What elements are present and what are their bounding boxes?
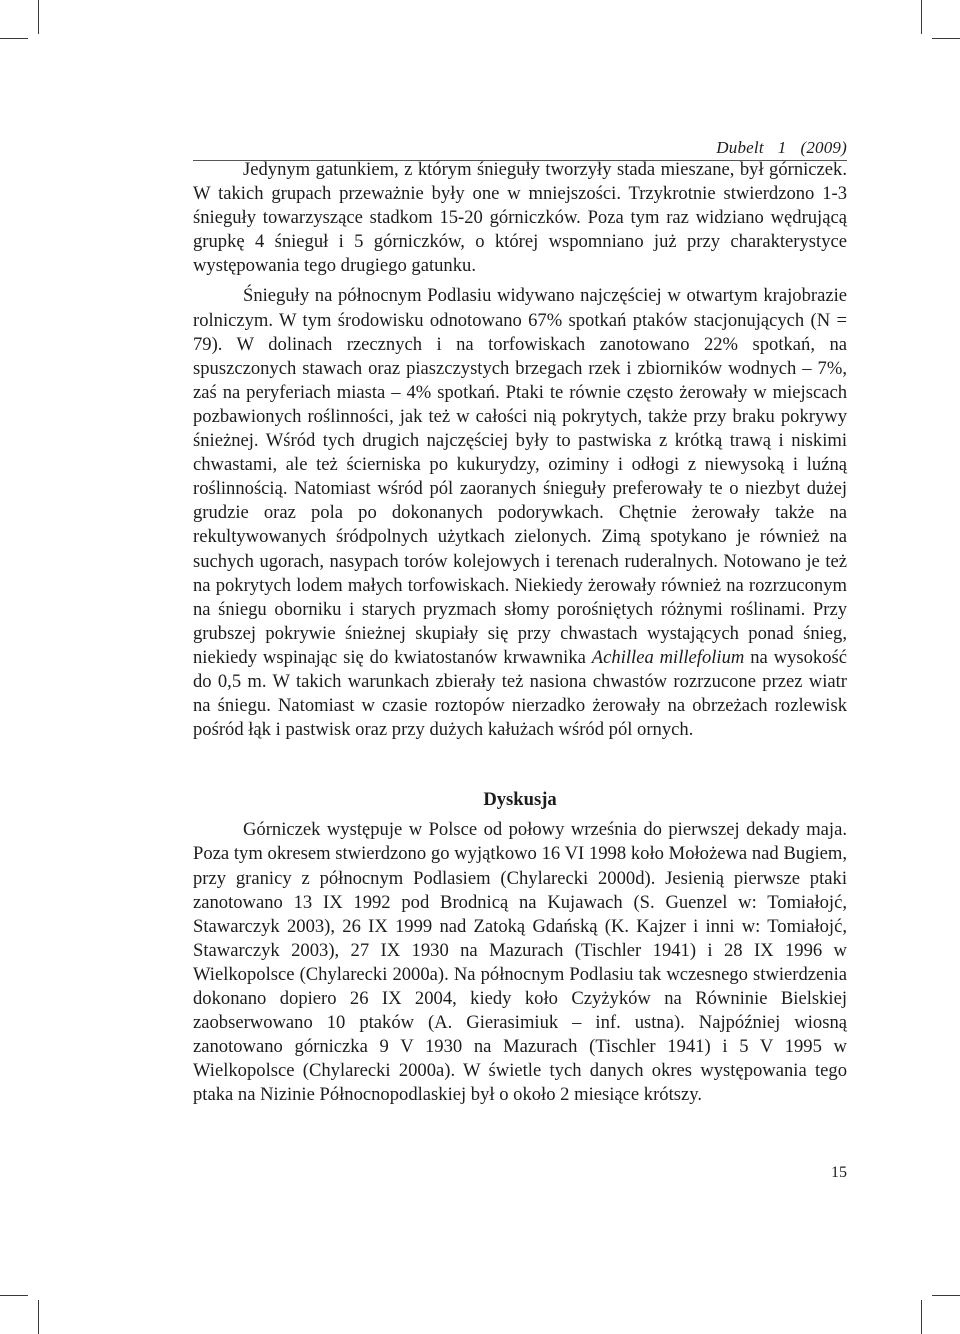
paragraph-habitat-text-b: na wysokość do 0,5 m. W takich warunkach zbierały też nasiona chwastów rozrzucone przez wiatr na śniegu. Natomiast w czasie roztopów nierzadko żerowały na obrzeżach rozlewisk pośród łąk i pastwisk oraz przy dużych kałużach wśród pól ornych. (193, 646, 847, 741)
crop-mark-bottom-right-vertical (921, 1300, 922, 1334)
crop-mark-top-left-vertical (38, 0, 39, 34)
crop-mark-bottom-right-horizontal (932, 1295, 960, 1296)
article-body (193, 158, 847, 1107)
paragraph-habitat-text-a: Śnieguły na północnym Podlasiu widywano najczęściej w otwartym krajobrazie rolniczym. W tym środowisku odnotowano 67% spotkań ptaków stacjonujących (N = 79). W dolinach rzecznych i na torfowiskach zanotowano 22% spotkań, na spuszczonych stawach oraz piaszczystych brzegach rzek i zbiorników wodnych – 7%, zaś na peryferiach miasta – 4% spotkań. Ptaki te równie często żerowały w miejscach pozbawionych roślinności, jak też w całości nią pokrytych, także przy braku pokrywy śnieżnej. Wśród tych drugich najczęściej były to pastwiska z krótką trawą i niskimi chwastami, ale też ścierniska po kukurydzy, oziminy i odłogi z niewysoką i luźną roślinnością. Natomiast wśród pól zaoranych śnieguły preferowały te o niezbyt dużej grudzie oraz pola po dokonanych podorywkach. Chętnie żerowały także na rekultywowanych śródpolnych użytkach zielonych. Zimą spotykano je również na suchych ugorach, nasypach torów kolejowych i terenach ruderalnych. Notowano je też na pokrytych lodem małych torfowiskach. Niekiedy żerowały również na rozrzuconym na śniegu oborniku i starych pryzmach słomy porośniętych różnymi roślinami. Przy grubszej pokrywie śnieżnej skupiały się przy chwastach wystających ponad śnieg, niekiedy wspinając się do kwiatostanów krwawnika (193, 285, 847, 668)
page-number: 15 (831, 1164, 847, 1181)
section-heading: Dyskusja (483, 789, 557, 811)
crop-mark-top-right-vertical (921, 0, 922, 34)
running-head-year: (2009) (800, 138, 847, 157)
crop-mark-bottom-left-horizontal (0, 1295, 28, 1296)
running-head-volume: 1 (777, 138, 787, 157)
species-name: Achillea millefolium (591, 646, 745, 668)
paragraph-mixed-flocks: Jedynym gatunkiem, z którym śnieguły tworzyły stada mieszane, był górniczek. W takich grupach przeważnie były one w mniejszości. Trzykrotnie stwierdzono 1-3 śnieguły towarzyszące stadkom 15-20 górniczków. Poza tym raz widziano wędrującą grupkę 4 śnieguł i 5 górniczków, o której wspomniano już przy charakterystyce występowania tego drugiego gatunku. (193, 159, 847, 277)
paragraph-habitat (193, 284, 847, 742)
paragraph-discussion: Górniczek występuje w Polsce od połowy września do pierwszej dekady maja. Poza tym okresem stwierdzono go wyjątkowo 16 VI 1998 koło Mołożewa nad Bugiem, przy granicy z północnym Podlasiem (Chylarecki 2000d). Jesienią pierwsze ptaki zanotowano 13 IX 1992 pod Brodnicą na Kujawach (S. Guenzel w: Tomiałojć, Stawarczyk 2003), 26 IX 1999 nad Zatoką Gdańską (K. Kajzer i inni w: Tomiałojć, Stawarczyk 2003), 27 IX 1930 na Mazurach (Tischler 1941) i 28 IX 1996 w Wielkopolsce (Chylarecki 2000a). Na północnym Podlasiu tak wczesnego stwierdzenia dokonano dopiero 26 IX 2004, kiedy koło Czyżyków na Równinie Bielskiej zaobserwowano 10 ptaków (A. Gierasimiuk – inf. ustna). Najpóźniej wiosną zanotowano górniczka 9 V 1930 na Mazurach (Tischler 1941) i 5 V 1995 w Wielkopolsce (Chylarecki 2000a). W świetle tych danych okres występowania tego ptaka na Nizinie Północnopodlaskiej był o około 2 miesiące krótszy. (193, 819, 847, 1106)
crop-mark-top-left-horizontal (0, 38, 28, 39)
crop-mark-top-right-horizontal (932, 38, 960, 39)
running-head-author: Dubelt (716, 138, 764, 157)
crop-mark-bottom-left-vertical (38, 1300, 39, 1334)
